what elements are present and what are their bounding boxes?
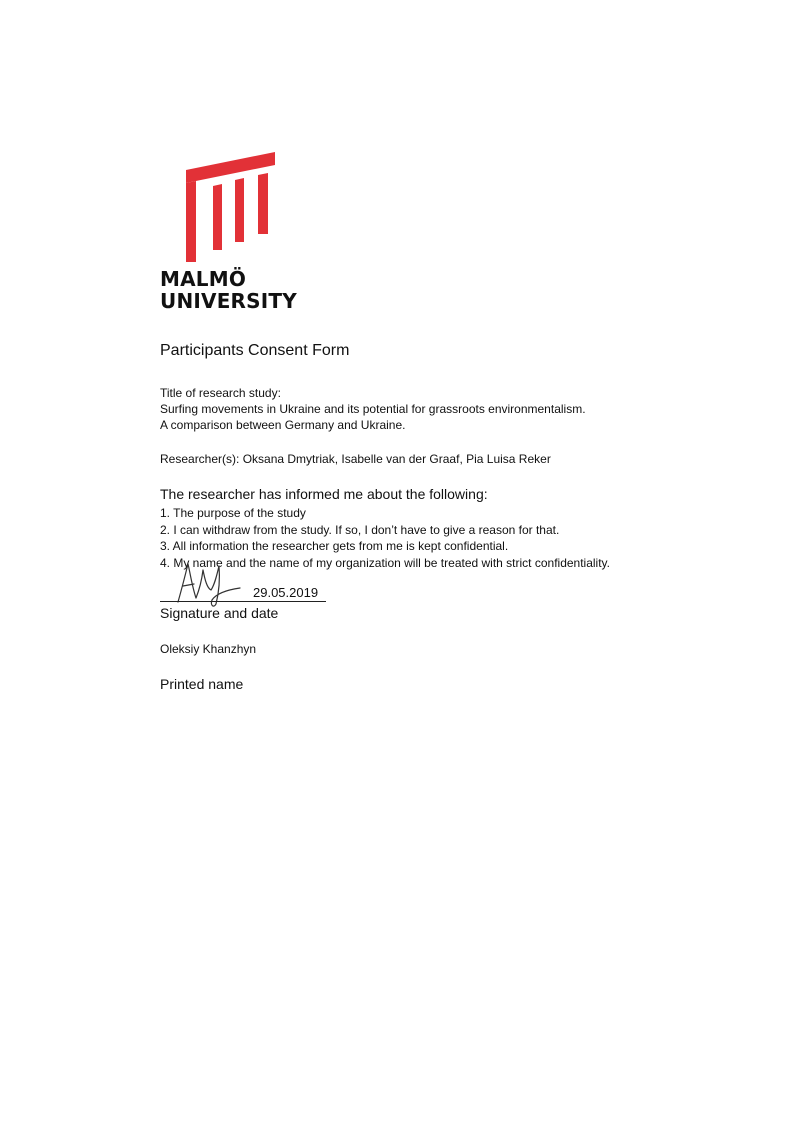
signature-line xyxy=(160,601,326,602)
university-wordmark xyxy=(160,268,310,312)
signature-date: 29.05.2019 xyxy=(253,585,319,600)
study-title-label: Title of research study: xyxy=(160,386,281,400)
study-title-line2: A comparison between Germany and Ukraine. xyxy=(160,418,406,432)
form-title: Participants Consent Form xyxy=(160,342,350,359)
printed-name-label: Printed name xyxy=(160,676,244,692)
printed-name-value: Oleksiy Khanzhyn xyxy=(160,642,257,656)
university-logo-mark xyxy=(180,150,280,265)
consent-point: 1. The purpose of the study xyxy=(160,506,306,520)
informed-heading: The researcher has informed me about the following: xyxy=(160,486,488,502)
university-name-line2: UNIVERSITY xyxy=(160,289,297,313)
university-name-line1: MALMÖ xyxy=(160,267,247,291)
university-logo xyxy=(160,150,300,325)
signature-label: Signature and date xyxy=(160,605,279,621)
study-title-line1: Surfing movements in Ukraine and its potential for grassroots environmentalism. xyxy=(160,402,586,416)
consent-point: 4. My name and the name of my organization will be treated with strict confidentiality. xyxy=(160,555,610,570)
consent-point: 2. I can withdraw from the study. If so, I don’t have to give a reason for that. xyxy=(160,522,560,537)
researchers-line: Researcher(s): Oksana Dmytriak, Isabelle van der Graaf, Pia Luisa Reker xyxy=(160,452,551,466)
consent-point: 3. All information the researcher gets from me is kept confidential. xyxy=(160,539,509,553)
